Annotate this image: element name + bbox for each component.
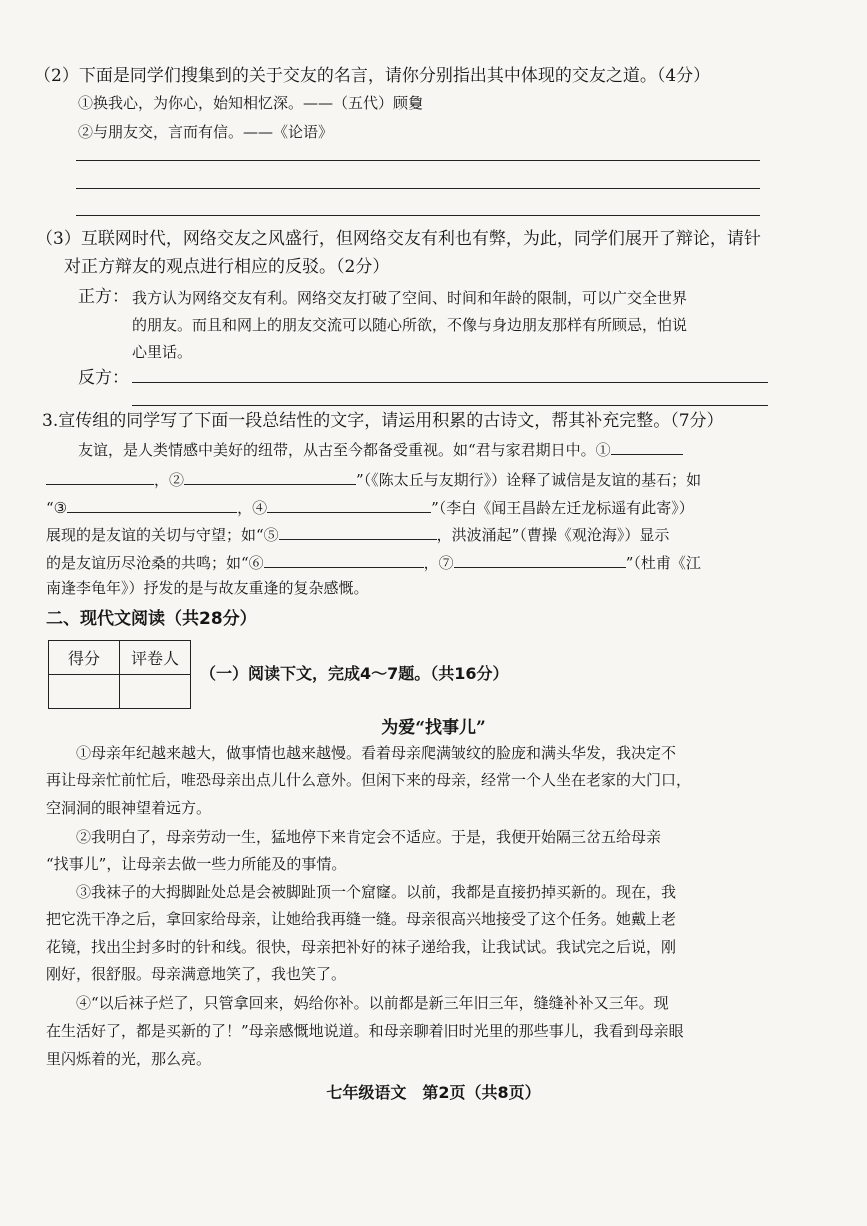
con-label: 反方：	[78, 368, 129, 388]
task3-text: ，②	[154, 471, 185, 489]
fill-blank-4[interactable]	[267, 494, 431, 513]
fill-blank-5[interactable]	[279, 521, 437, 540]
task3-text: ，洪波涌起”（曹操《观沧海》）显示	[436, 526, 670, 544]
task3-line4	[46, 494, 694, 519]
fill-blank-2[interactable]	[184, 466, 356, 485]
article-paragraph: 刚好，很舒服。母亲满意地笑了，我也笑了。	[46, 965, 347, 983]
score-label: 得分	[49, 641, 120, 675]
article-paragraph: 空洞洞的眼神望着远方。	[46, 799, 212, 817]
task3-line7: 南逢李龟年》）抒发的是与故友重逢的复杂感慨。	[46, 579, 369, 597]
q2-quote-1: ①换我心，为你心，始知相忆深。——（五代）顾敻	[78, 94, 424, 112]
answer-line	[76, 160, 760, 161]
task3-text: ”（杜甫《江	[625, 554, 701, 572]
reviewer-cell[interactable]	[120, 675, 191, 709]
task3-text: 展现的是友谊的关切与守望；如“⑤	[46, 526, 279, 544]
fill-blank-1[interactable]	[611, 436, 683, 455]
q3-prompt-line1: （3）互联网时代，网络交友之风盛行，但网络交友有利也有弊，为此，同学们展开了辩论，请针	[36, 229, 761, 249]
article-paragraph: ④“以后袜子烂了，只管拿回来，妈给你补。以前都是新三年旧三年，缝缝补补又三年。现	[76, 994, 669, 1012]
pro-argument-line2: 的朋友。而且和网上的朋友交流可以随心所欲，不像与身边朋友那样有所顾忌，怕说	[132, 316, 688, 334]
answer-line	[132, 405, 768, 406]
task3-text: ”（《陈太丘与友期行》）诠释了诚信是友谊的基石；如	[356, 471, 702, 489]
task3-line5	[46, 521, 669, 546]
article-paragraph: 花镜，找出尘封多时的针和线。很快，母亲把补好的袜子递给我，让我试试。我试完之后说，刚	[46, 938, 677, 956]
part1-heading: （一）阅读下文，完成4～7题。（共16分）	[200, 664, 509, 683]
fill-blank-3[interactable]	[67, 494, 237, 513]
q2-quote-2: ②与朋友交，言而有信。——《论语》	[78, 123, 334, 141]
article-paragraph: ③我袜子的大拇脚趾处总是会被脚趾顶一个窟窿。以前，我都是直接扔掉买新的。现在，我	[76, 883, 677, 901]
article-paragraph: 里闪烁着的光，那么亮。	[46, 1050, 212, 1068]
score-cell[interactable]	[49, 675, 120, 709]
article-title: 为爱“找事儿”	[381, 718, 486, 738]
reviewer-label: 评卷人	[120, 641, 191, 675]
task3-line2	[78, 436, 683, 461]
task3-text: 的是友谊历尽沧桑的共鸣；如“⑥	[46, 554, 264, 572]
section-heading: 二、现代文阅读（共28分）	[46, 609, 257, 629]
answer-line	[132, 382, 768, 383]
article-paragraph: 把它洗干净之后，拿回家给母亲，让她给我再缝一缝。母亲很高兴地接受了这个任务。她戴上老	[46, 910, 677, 928]
task3-line6	[46, 549, 701, 574]
fill-blank-1-cont[interactable]	[46, 466, 154, 485]
article-paragraph: “找事儿”，让母亲去做一些力所能及的事情。	[46, 855, 347, 873]
pro-argument-line1: 我方认为网络交友有利。网络交友打破了空间、时间和年龄的限制，可以广交全世界	[132, 289, 688, 307]
article-paragraph: 再让母亲忙前忙后，唯恐母亲出点儿什么意外。但闲下来的母亲，经常一个人坐在老家的大门口，	[46, 771, 692, 789]
answer-line	[76, 215, 760, 216]
answer-line	[76, 188, 760, 189]
task3-text: ，④	[237, 499, 268, 517]
task3-text: “③	[46, 499, 68, 517]
article-paragraph: ①母亲年纪越来越大，做事情也越来越慢。看着母亲爬满皱纹的脸庞和满头华发，我决定不	[76, 744, 677, 762]
task3-text: ”（李白《闻王昌龄左迁龙标遥有此寄》）	[431, 499, 694, 517]
fill-blank-6[interactable]	[264, 549, 424, 568]
task3-line3	[46, 466, 701, 491]
q3-prompt-line2: 对正方辩友的观点进行相应的反驳。（2分）	[64, 257, 390, 277]
score-table	[48, 640, 191, 709]
page-footer: 七年级语文 第2页（共8页）	[326, 1083, 541, 1102]
q2-prompt: （2）下面是同学们搜集到的关于交友的名言，请你分别指出其中体现的交友之道。（4分）	[34, 66, 711, 86]
article-paragraph: 在生活好了，都是买新的了！”母亲感慨地说道。和母亲聊着旧时光里的那些事儿，我看到母亲眼	[46, 1022, 684, 1040]
task3-text: 友谊，是人类情感中美好的纽带，从古至今都备受重视。如“君与家君期日中。①	[78, 441, 611, 459]
pro-argument-line3: 心里话。	[132, 343, 193, 361]
pro-label: 正方：	[78, 287, 129, 307]
fill-blank-7[interactable]	[454, 549, 626, 568]
article-paragraph: ②我明白了，母亲劳动一生，猛地停下来肯定会不适应。于是，我便开始隔三岔五给母亲	[76, 828, 662, 846]
task3-prompt: 3.宣传组的同学写了下面一段总结性的文字，请运用积累的古诗文，帮其补充完整。（7分）	[42, 411, 724, 431]
task3-text: ，⑦	[423, 554, 454, 572]
